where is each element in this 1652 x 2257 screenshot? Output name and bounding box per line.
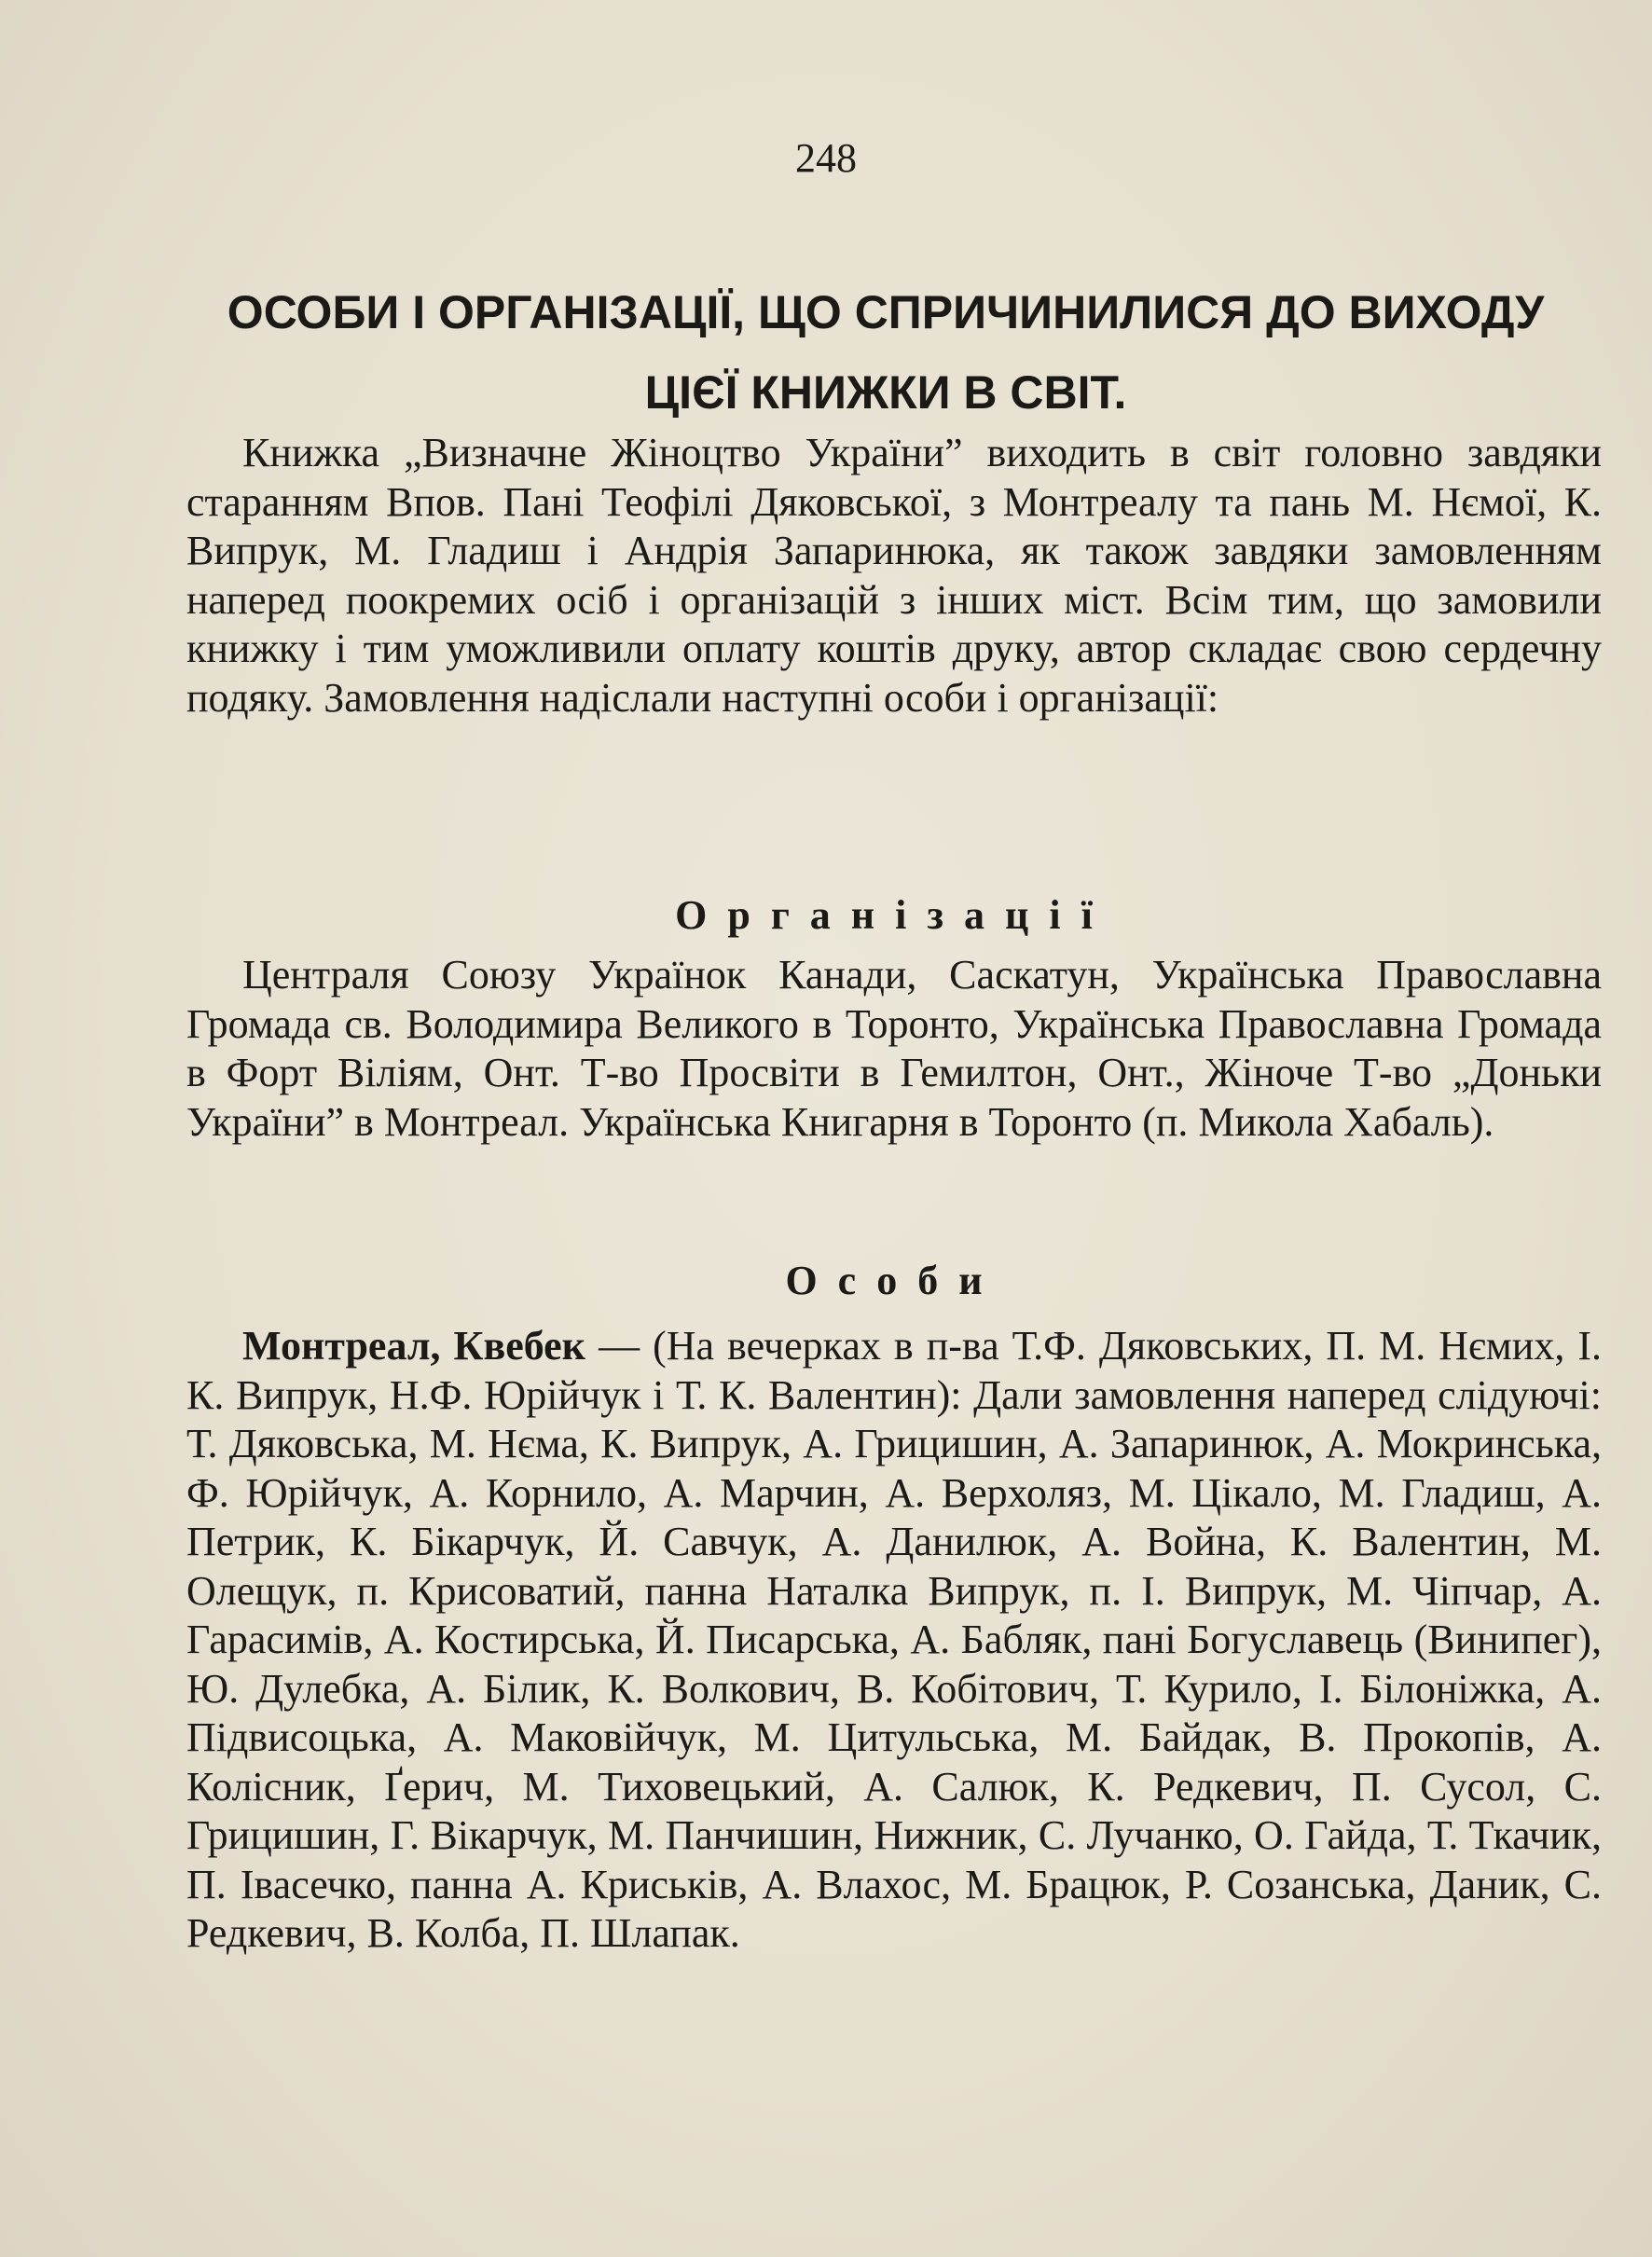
title-line-2: ЦІЄЇ КНИЖКИ В СВІТ. xyxy=(644,366,1127,419)
persons-heading: Особи xyxy=(785,1258,1003,1303)
page-number: 248 xyxy=(795,135,857,181)
organizations-paragraph: Централя Союзу Українок Канади, Саскатун, Українська Православна Громада св. Володимира Великого в Торонто, Українська Православна Громада в Форт Віліям, Онт. Т-во Просвіти в Гемилтон, Онт., Жіноче Т-во „Доньки України” в Монтреал. Українська Книгарня в Торонто (п. Микола Хабаль). xyxy=(186,952,1602,1145)
city-name: Монтреал, Квебек xyxy=(242,1323,586,1369)
page-title xyxy=(186,272,1585,433)
title-line-1: ОСОБИ І ОРГАНІЗАЦІЇ, ЩО СПРИЧИНИЛИСЯ ДО ВИХОДУ xyxy=(227,286,1545,338)
persons-paragraph xyxy=(186,1322,1602,1959)
intro-paragraph: Книжка „Визначне Жіноцтво України” виходить в світ головно завдяки старанням Впов. Пані Теофілі Дяковської, з Монтреалу та пань М. Нємої, К. Випрук, М. Гладиш і Андрія Запаринюка, як також завдяки замовленням наперед поокремих осіб і організацій з інших міст. Всім тим, що замовили книжку і тим уможливили оплату коштів друку, автор складає свою сердечну подяку. Замовлення надіслали наступні особи і організації: xyxy=(186,430,1602,721)
organizations-heading: Організації xyxy=(675,892,1113,938)
persons-list-text: — (На вечерках в п-ва Т.Ф. Дяковських, П. М. Нємих, І. К. Випрук, Н.Ф. Юрійчук і Т. К. Валентин): Дали замовлення наперед слідуючі: Т. Дяковська, М. Нєма, К. Випрук, А. Грицишин, А. Запаринюк, А. Мокринська, Ф. Юрійчук, А. Корнило, А. Марчин, А. Верхоляз, М. Цікало, М. Гладиш, А. Петрик, К. Бікарчук, Й. Савчук, А. Данилюк, А. Война, К. Валентин, М. Олещук, п. Крисоватий, панна Наталка Випрук, п. І. Випрук, М. Чіпчар, А. Гарасимів, А. Костирська, Й. Писарська, А. Бабляк, пані Богуславець (Винипег), Ю. Дулебка, А. Білик, К. Волкович, В. Кобітович, Т. Курило, І. Білоніжка, А. Підвисоцька, А. Маковійчук, М. Цитульська, М. Байдак, В. Прокопів, А. Колісник, Ґерич, М. Тиховецький, А. Салюк, К. Редкевич, П. Сусол, С. Грицишин, Г. Вікарчук, М. Панчишин, Нижник, С. Лучанко, О. Гайда, Т. Ткачик, П. Івасечко, панна А. Криськів, А. Влахос, М. Брацюк, Р. Созанська, Даник, С. Редкевич, В. Колба, П. Шлапак. xyxy=(186,1323,1602,1956)
